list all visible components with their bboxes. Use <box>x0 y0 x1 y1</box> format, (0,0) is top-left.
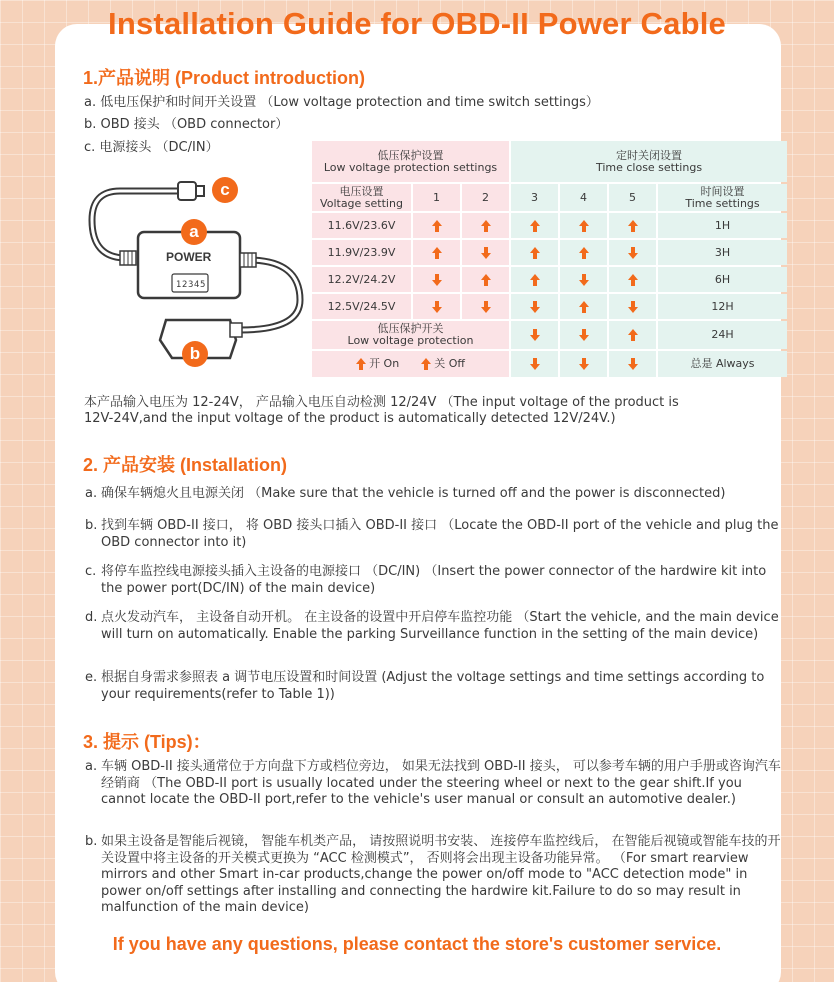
input-note-line-1: 本产品输入电压为 12-24V， 产品输入电压自动检测 12/24V （The input voltage of the product is <box>84 395 679 410</box>
arrow-up-icon <box>356 358 366 370</box>
tr5-s5 <box>609 321 656 349</box>
product-item-c: c. 电源接头 （DC/IN） <box>84 140 219 155</box>
install-step-c <box>85 564 781 597</box>
tip-b <box>85 834 781 917</box>
step-text: 将停车监控线电源接头插入主设备的电源接口 （DC/IN) （Insert the power connector of the hardwire kit into the power port(DC/IN) of the main device) <box>101 564 767 596</box>
step-label: b. <box>85 518 98 533</box>
badge-b: b <box>182 341 208 367</box>
tip-text: 车辆 OBD-II 接头通常位于方向盘下方或档位旁边， 如果无法找到 OBD-II 接头， 可以参考车辆的用户手册或咨询汽车经销商 （The OBD-II port is usually located under the steering wheel or next to the gear shift.If you cannot locate the OBD-II port,refer to the vehicle's user manual or consult an automotive dealer.) <box>101 759 781 807</box>
arrow-down-icon <box>530 329 540 341</box>
tip-label: b. <box>85 834 98 849</box>
arrow-up-icon <box>579 220 589 232</box>
install-step-d <box>85 610 781 643</box>
arrow-down-icon <box>432 274 442 286</box>
tr1-s5 <box>609 213 656 238</box>
vr2-s2 <box>462 240 509 265</box>
arrow-down-icon <box>481 247 491 259</box>
voltage-row-2-label: 11.9V/23.9V <box>312 240 411 265</box>
device-label: POWER <box>166 250 212 264</box>
tr2-s4 <box>560 240 607 265</box>
arrow-down-icon <box>628 247 638 259</box>
arrow-up-icon <box>579 301 589 313</box>
time-col-cn: 时间设置 <box>700 184 745 198</box>
on-off-legend <box>312 351 509 377</box>
tr6-s3 <box>511 351 558 377</box>
tc-header-cn: 定时关闭设置 <box>616 148 682 162</box>
time-row-3: 6H <box>658 267 787 292</box>
on-label: 开 On <box>369 357 400 370</box>
vr3-s2 <box>462 267 509 292</box>
arrow-up-icon <box>579 247 589 259</box>
tr3-s5 <box>609 267 656 292</box>
time-row-4: 12H <box>658 294 787 319</box>
arrow-down-icon <box>481 301 491 313</box>
arrow-up-icon <box>481 220 491 232</box>
off-label: 关 Off <box>434 357 465 370</box>
voltage-col-header <box>312 184 411 211</box>
tr3-s4 <box>560 267 607 292</box>
tr4-s4 <box>560 294 607 319</box>
switch-col-4: 4 <box>560 184 607 211</box>
install-step-e <box>85 670 781 703</box>
voltage-row-3-label: 12.2V/24.2V <box>312 267 411 292</box>
step-label: a. <box>85 486 98 501</box>
time-row-6: 总是 Always <box>658 351 787 377</box>
tr1-s4 <box>560 213 607 238</box>
arrow-up-icon <box>628 220 638 232</box>
switch-col-5: 5 <box>609 184 656 211</box>
tr6-s4 <box>560 351 607 377</box>
lvp-switch-cn: 低压保护开关 <box>377 322 444 335</box>
arrow-down-icon <box>432 301 442 313</box>
step-text: 确保车辆熄火且电源关闭 （Make sure that the vehicle is turned off and the power is disconnected) <box>101 486 726 501</box>
vr1-s1 <box>413 213 460 238</box>
product-item-a: a. 低电压保护和时间开关设置 （Low voltage protection and time switch settings） <box>84 95 599 110</box>
arrow-up-icon <box>432 220 442 232</box>
off-legend <box>421 358 465 370</box>
arrow-down-icon <box>579 358 589 370</box>
badge-a: a <box>181 219 207 245</box>
time-row-2: 3H <box>658 240 787 265</box>
section-1-title: 1.产品说明 (Product introduction) <box>83 68 365 88</box>
step-label: c. <box>85 564 97 579</box>
arrow-up-icon <box>530 220 540 232</box>
time-row-5: 24H <box>658 321 787 349</box>
tip-a <box>85 759 781 809</box>
switch-col-3: 3 <box>511 184 558 211</box>
vr4-s2 <box>462 294 509 319</box>
vr3-s1 <box>413 267 460 292</box>
section-2-title: 2. 产品安装 (Installation) <box>83 455 288 475</box>
arrow-up-icon <box>628 329 638 341</box>
vr1-s2 <box>462 213 509 238</box>
arrow-up-icon <box>530 274 540 286</box>
tr6-s5 <box>609 351 656 377</box>
page-title: Installation Guide for OBD-II Power Cable <box>108 6 726 41</box>
arrow-down-icon <box>530 358 540 370</box>
step-text: 点火发动汽车， 主设备自动开机。 在主设备的设置中开启停车监控功能 （Start the vehicle, and the main device will turn on automatically. Enable the parking Surveillance function in the setting of the main device) <box>101 610 779 642</box>
tr4-s3 <box>511 294 558 319</box>
settings-table <box>312 141 787 377</box>
lvp-switch-en: Low voltage protection <box>347 334 474 347</box>
step-label: d. <box>85 610 98 625</box>
section-3-title: 3. 提示 (Tips)： <box>83 732 211 752</box>
tc-header-en: Time close settings <box>595 160 703 174</box>
voltage-row-1-label: 11.6V/23.6V <box>312 213 411 238</box>
arrow-up-icon <box>530 247 540 259</box>
voltage-col-en: Voltage setting <box>320 196 403 210</box>
voltage-col-cn: 电压设置 <box>339 184 384 198</box>
lv-header-cn: 低压保护设置 <box>377 148 444 162</box>
step-label: e. <box>85 670 98 685</box>
tr2-s3 <box>511 240 558 265</box>
lvp-switch-label <box>312 321 509 349</box>
vr2-s1 <box>413 240 460 265</box>
arrow-up-icon <box>628 274 638 286</box>
arrow-down-icon <box>579 329 589 341</box>
tr4-s5 <box>609 294 656 319</box>
arrow-down-icon <box>530 301 540 313</box>
vr4-s1 <box>413 294 460 319</box>
contact-footer: If you have any questions, please contact the store's customer service. <box>112 934 722 954</box>
arrow-down-icon <box>579 274 589 286</box>
tr5-s3 <box>511 321 558 349</box>
tr1-s3 <box>511 213 558 238</box>
lv-header <box>312 141 509 182</box>
tc-header <box>511 141 787 182</box>
arrow-down-icon <box>628 358 638 370</box>
switch-col-2: 2 <box>462 184 509 211</box>
time-col-en: Time settings <box>685 196 760 210</box>
step-text: 根据自身需求参照表 a 调节电压设置和时间设置 (Adjust the voltage settings and time settings according to your requirements(refer to Table 1)) <box>101 670 765 702</box>
switch-col-1: 1 <box>413 184 460 211</box>
time-row-1: 1H <box>658 213 787 238</box>
time-col-header <box>658 184 787 211</box>
tr2-s5 <box>609 240 656 265</box>
lv-header-en: Low voltage protection settings <box>323 160 498 174</box>
product-item-b: b. OBD 接头 （OBD connector） <box>84 117 289 132</box>
tip-text: 如果主设备是智能后视镜， 智能车机类产品， 请按照说明书安装、 连接停车监控线后， 在智能后视镜或智能车技的开关设置中将主设备的开关模式更换为 “ACC 检测模式”， 否则将会出现主设备功能异常。 （For smart rearview mirrors and other Smart in-car products,change the power on/off mode to "ACC detection mode" in power on/off settings after installing and connecting the hardwire kit.Failure to do so may result in malfunction of the main device) <box>101 834 781 915</box>
arrow-down-icon <box>628 301 638 313</box>
switch-numbers: 12345 <box>176 280 207 290</box>
install-step-a <box>85 486 781 503</box>
install-step-b <box>85 518 781 551</box>
cable-illustration <box>80 170 310 370</box>
tr3-s3 <box>511 267 558 292</box>
input-note-line-2: 12V-24V,and the input voltage of the product is automatically detected 12V/24V.) <box>84 411 616 426</box>
arrow-up-icon <box>421 358 431 370</box>
arrow-up-icon <box>481 274 491 286</box>
step-text: 找到车辆 OBD-II 接口， 将 OBD 接头口插入 OBD-II 接口 （Locate the OBD-II port of the vehicle and plug the OBD connector into it) <box>101 518 779 550</box>
arrow-up-icon <box>432 247 442 259</box>
tr5-s4 <box>560 321 607 349</box>
on-legend <box>356 358 399 370</box>
badge-c: c <box>212 177 238 203</box>
tip-label: a. <box>85 759 98 774</box>
voltage-row-4-label: 12.5V/24.5V <box>312 294 411 319</box>
